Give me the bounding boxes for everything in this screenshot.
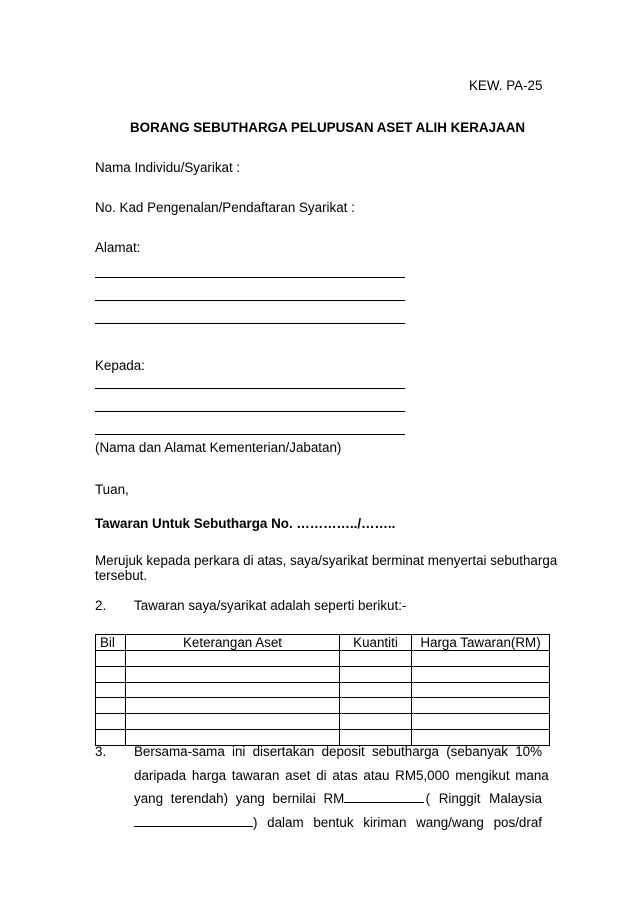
table-row — [96, 729, 550, 745]
table-header-row — [96, 635, 550, 651]
kepada-note: (Nama dan Alamat Kementerian/Jabatan) — [95, 440, 342, 455]
cell-harga[interactable] — [412, 666, 550, 682]
item-3-line-4-text: ) dalam bentuk kiriman wang/wang pos/draf — [252, 815, 542, 830]
cell-keterangan[interactable] — [126, 729, 340, 745]
cell-keterangan[interactable] — [126, 651, 340, 667]
cell-kuantiti[interactable] — [340, 729, 412, 745]
table-row — [96, 651, 550, 667]
item-2-text: Tawaran saya/syarikat adalah seperti berikut:- — [134, 598, 407, 613]
cell-harga[interactable] — [412, 729, 550, 745]
item-3-line-3-text — [134, 791, 424, 806]
deposit-amount-blank[interactable] — [344, 802, 424, 803]
cell-bil[interactable] — [96, 698, 126, 714]
kepada-line-3[interactable] — [95, 434, 405, 435]
cell-bil[interactable] — [96, 682, 126, 698]
ringgit-label: ( Ringgit Malaysia — [425, 791, 542, 806]
deposit-text: yang terendah) yang bernilai RM — [134, 791, 345, 806]
kepada-line-1[interactable] — [95, 388, 405, 389]
cell-bil[interactable] — [96, 651, 126, 667]
form-title: BORANG SEBUTHARGA PELUPUSAN ASET ALIH KERAJAAN — [130, 120, 526, 135]
cell-harga[interactable] — [412, 698, 550, 714]
no-kad-label: No. Kad Pengenalan/Pendaftaran Syarikat : — [95, 200, 355, 215]
form-reference: KEW. PA-25 — [469, 78, 543, 93]
item-3-line-2: daripada harga tawaran aset di atas atau RM5,000 mengikut mana — [134, 768, 549, 783]
item-3-number: 3. — [95, 744, 107, 759]
item-3-line-1: Bersama-sama ini disertakan deposit sebutharga (sebanyak 10% — [134, 744, 542, 759]
header-bil: Bil — [96, 635, 126, 651]
header-keterangan-aset: Keterangan Aset — [126, 635, 340, 651]
salutation: Tuan, — [95, 482, 129, 497]
paragraph-1-line-1: Merujuk kepada perkara di atas, saya/syarikat berminat menyertai sebutharga — [95, 553, 558, 568]
header-kuantiti: Kuantiti — [340, 635, 412, 651]
cell-kuantiti[interactable] — [340, 666, 412, 682]
asset-table — [95, 634, 550, 746]
item-3-line-3 — [134, 791, 542, 806]
cell-bil[interactable] — [96, 714, 126, 730]
cell-keterangan[interactable] — [126, 682, 340, 698]
alamat-line-2[interactable] — [95, 300, 405, 301]
subject-line: Tawaran Untuk Sebutharga No. …………../…….. — [95, 516, 396, 531]
table-row — [96, 698, 550, 714]
alamat-label: Alamat: — [95, 240, 141, 255]
cell-bil[interactable] — [96, 729, 126, 745]
cell-kuantiti[interactable] — [340, 651, 412, 667]
alamat-line-1[interactable] — [95, 277, 405, 278]
cell-keterangan[interactable] — [126, 714, 340, 730]
cell-keterangan[interactable] — [126, 666, 340, 682]
header-harga-tawaran: Harga Tawaran(RM) — [412, 635, 550, 651]
cell-harga[interactable] — [412, 714, 550, 730]
cell-kuantiti[interactable] — [340, 698, 412, 714]
nama-label: Nama Individu/Syarikat : — [95, 160, 241, 175]
cell-kuantiti[interactable] — [340, 682, 412, 698]
ringgit-words-blank[interactable] — [134, 826, 253, 827]
kepada-line-2[interactable] — [95, 411, 405, 412]
table-row — [96, 714, 550, 730]
item-3-line-4 — [134, 815, 542, 830]
cell-harga[interactable] — [412, 651, 550, 667]
cell-bil[interactable] — [96, 666, 126, 682]
cell-kuantiti[interactable] — [340, 714, 412, 730]
cell-keterangan[interactable] — [126, 698, 340, 714]
table-row — [96, 682, 550, 698]
table-row — [96, 666, 550, 682]
paragraph-1-line-2: tersebut. — [95, 568, 148, 583]
cell-harga[interactable] — [412, 682, 550, 698]
kepada-label: Kepada: — [95, 358, 145, 373]
item-2-number: 2. — [95, 598, 107, 613]
alamat-line-3[interactable] — [95, 323, 405, 324]
